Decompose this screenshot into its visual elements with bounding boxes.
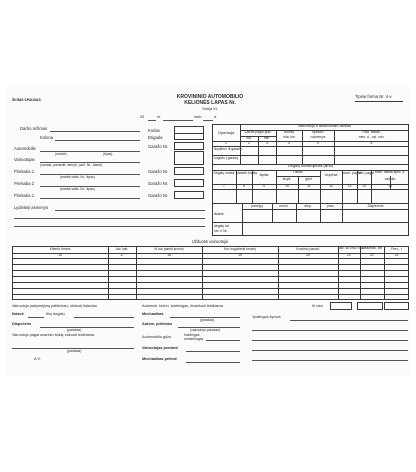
fuel-col-11: 11 xyxy=(307,184,311,188)
fitness-signature-hint: (parašas) xyxy=(67,349,82,353)
vehicle-ok-text: Automob. techn. tvarkingas, išvažiuoti leidžiama xyxy=(142,304,223,308)
date-men-label: mėn. xyxy=(194,115,203,119)
rule xyxy=(252,189,253,203)
trailer2-label: Priekaba 2 xyxy=(14,181,35,186)
date-d-label: d. xyxy=(214,115,218,119)
zero-mileage-header: Nulinis xyxy=(283,130,295,134)
work-table-title: Vairuotojo ir automobilio darbas xyxy=(297,124,352,128)
rule xyxy=(242,209,409,210)
trailer2-hint: (markė,valst. Nr., tipas) xyxy=(60,187,95,191)
cargo-col-num: 20 xyxy=(306,253,310,257)
garage-nr-label-3: Garažo Nr. xyxy=(148,181,169,186)
trailer3-label: Priekaba 1 xyxy=(14,193,35,198)
fuel-col-12: 12 xyxy=(329,184,333,188)
issued-liters-field[interactable] xyxy=(28,317,44,318)
trailer1-hint: (markė,valst. Nr., tipas) xyxy=(60,175,95,179)
vehicle-label: Automobilis xyxy=(14,146,36,151)
special-notes-field-2[interactable] xyxy=(252,330,408,331)
tonnage-header: Perv., t xyxy=(391,247,402,251)
driver-signature-hint: (vairuotojo parašas) xyxy=(190,328,220,332)
garage-nr-box-1[interactable] xyxy=(174,142,204,150)
total-tonnage-box[interactable] xyxy=(384,302,409,310)
remainder-header: Likutis xyxy=(293,170,303,174)
rule xyxy=(12,258,409,259)
client-header: Kliento firmos xyxy=(49,247,71,251)
rule xyxy=(12,270,409,271)
pickup-col-num: 18 xyxy=(167,253,171,257)
norm-header: Norm. pagal xyxy=(342,171,361,175)
garage-nr-box-3[interactable] xyxy=(174,179,204,187)
special-notes-label: Ypatingos žymos xyxy=(252,315,281,319)
work-regime-field[interactable] xyxy=(50,131,140,132)
rule xyxy=(371,189,372,203)
vehicle-returned-field[interactable] xyxy=(206,340,240,341)
special-notes-field-4[interactable] xyxy=(252,350,408,351)
coupon-series-label: ser. ir Nr. xyxy=(214,229,228,233)
trips-col-num: 21 xyxy=(347,253,351,257)
series-label: Serija VL xyxy=(202,107,218,111)
date-month-field[interactable] xyxy=(163,120,193,121)
column-field[interactable] xyxy=(55,140,140,141)
dispensed-header: Išpilta xyxy=(259,173,269,177)
work-regime-label: Darbo režimas xyxy=(20,126,48,131)
garage-nr-box-4[interactable] xyxy=(174,191,204,199)
issued-by-field[interactable] xyxy=(74,317,134,318)
dispatcher-signature-hint: (parašas) xyxy=(67,328,82,332)
garage-nr-label-2: Garažo Nr. xyxy=(148,169,169,174)
fuel-table-title: Degalų suvartojimas (litrai) xyxy=(288,164,333,168)
driver-handed-field[interactable] xyxy=(186,351,240,352)
rule xyxy=(212,222,409,223)
fuel-col-10: 10 xyxy=(285,184,289,188)
fuel-liters-label: litrų degalų xyxy=(46,312,65,316)
cargo-header: Krovinio pavad. xyxy=(296,247,320,251)
vehicle-make-hint: (markė) xyxy=(55,152,67,156)
mechanic-accepted-field[interactable] xyxy=(186,362,240,363)
trips-header: Važ. su krov. skč. xyxy=(338,246,365,250)
arrival-col-num: 17 xyxy=(120,253,124,257)
handed-label: išdavė xyxy=(214,212,224,216)
garage-nr-box-2[interactable] xyxy=(174,167,204,175)
tonnage-col-num: 23 xyxy=(394,253,399,257)
odometer-header: Spidom. xyxy=(311,130,325,134)
driver-box[interactable] xyxy=(174,151,204,165)
vehicle-type-hint: (tipas) xyxy=(103,152,113,156)
mechanic-label: Mechanikas xyxy=(142,312,164,316)
rule xyxy=(12,282,409,283)
row-return-label: sugrįžo į garažą xyxy=(214,156,238,160)
companions-field-3[interactable] xyxy=(14,226,205,227)
rule xyxy=(342,189,343,203)
driver-handed-label: Vairuotojas perdavė xyxy=(142,346,179,350)
special-notes-field-1[interactable] xyxy=(290,320,408,321)
col-num-2: 2 xyxy=(248,141,250,145)
rule xyxy=(236,189,237,203)
brigade-label: Brigada xyxy=(148,135,163,140)
rule xyxy=(212,189,409,190)
vehicle-returned-label: Automobilio grįžo xyxy=(142,335,172,339)
actual-header: Fakt. pagal xyxy=(357,171,374,175)
vehicle-accepted-label: Autom. priėmiau xyxy=(142,322,172,326)
fuel-col-8: 8 xyxy=(243,184,245,188)
dispatcher-signature-field[interactable] xyxy=(40,327,134,328)
driver-label: Vairuotojas xyxy=(14,157,35,162)
dispatcher-header: Dispečeris xyxy=(367,204,384,208)
dispatcher-short-header: disp. xyxy=(304,204,312,208)
companions-label: Lydintieji asmenys xyxy=(14,205,49,210)
client-col-num: 16 xyxy=(58,253,62,257)
rule xyxy=(357,189,358,203)
odometer-reading-header: rodmenys xyxy=(310,135,326,139)
fuel-col-14: 14 xyxy=(362,184,366,188)
fuel-grade-header: Degalų markė xyxy=(213,171,235,175)
column-label: Kolona xyxy=(40,135,54,140)
trailer3-field[interactable] xyxy=(40,198,140,199)
date-m-label: m. xyxy=(157,115,162,119)
form-title-line1: KROVININIO AUTOMOBILIO xyxy=(176,94,244,100)
form-title-line2: KELIONĖS LAPAS Nr. xyxy=(184,100,236,106)
rule xyxy=(242,203,243,236)
date-year-label: 20 xyxy=(140,115,145,119)
special-notes-field-3[interactable] xyxy=(252,340,408,341)
delivery-header: Kur nugabenti krovinį xyxy=(224,247,256,251)
returned-header: Grąžinta xyxy=(324,173,338,177)
condition-bad-option[interactable]: netvarkingas xyxy=(184,337,204,341)
fuel-col-15: 15 xyxy=(388,184,392,188)
total-distance-box[interactable] xyxy=(330,302,352,310)
companions-field-2[interactable] xyxy=(14,218,205,219)
fuel-col-9: 9 xyxy=(263,184,265,188)
publisher-name: ŠIONIS SPAUDAS xyxy=(12,98,41,102)
fuel-col-13: 13 xyxy=(347,184,352,188)
col-num-1: 1 xyxy=(225,141,227,145)
mechanic-signature-hint: (parašas) xyxy=(200,318,215,322)
operation-header: Operacija xyxy=(218,131,235,135)
rule xyxy=(12,276,409,277)
engine-header: variklio xyxy=(384,177,396,181)
companions-field[interactable] xyxy=(55,210,205,211)
col-num-3: 3 xyxy=(266,141,268,145)
total-trips-box[interactable] xyxy=(357,302,383,310)
issued-header: pareigų xyxy=(251,204,263,208)
date-year-field[interactable] xyxy=(148,120,156,121)
row-departure-label: išvykimo iš garažo xyxy=(214,147,242,151)
pickup-header: Iš kur paimti krovinį xyxy=(154,247,184,251)
delivery-col-num: 19 xyxy=(238,253,242,257)
garage-nr-label-4: Garažo Nr. xyxy=(148,193,169,198)
mechanic-header: mech. xyxy=(279,204,289,208)
return-remainder-header: grįžt. xyxy=(305,177,313,181)
rule xyxy=(298,189,299,203)
col-num-4: 4 xyxy=(288,141,290,145)
total-label: Iš viso xyxy=(312,304,323,308)
code-label: Kodas xyxy=(148,128,160,133)
issued-by-label: Išdavė xyxy=(12,312,24,316)
fuel-col-7: 7 xyxy=(223,184,225,188)
condition-ok-option[interactable]: tvarkingas xyxy=(184,333,200,337)
dispatcher-sign-label: Dispečeris xyxy=(12,322,32,326)
form-ref-underline xyxy=(355,101,403,102)
rule xyxy=(320,189,321,203)
assignment-title: Užduotis vairuotojui xyxy=(191,239,229,244)
grade-code-header: Markės kodas xyxy=(236,171,258,175)
rule xyxy=(12,288,409,289)
rule xyxy=(12,264,409,265)
code-brigade-divider xyxy=(174,133,204,134)
actual-time-header: Fakt. laikas, xyxy=(362,130,381,134)
distance-col-num: 22 xyxy=(370,253,374,257)
val-header: val. xyxy=(246,136,252,140)
rule xyxy=(212,155,409,156)
special-equipment-header: Darb. laikas spec. įr. xyxy=(374,170,406,174)
scheduled-time-header: Laikas pagal graf. xyxy=(244,130,272,134)
min-header: min. xyxy=(263,136,271,140)
arrival-header: Atv. laik. xyxy=(115,247,129,251)
driver-hint: (vardas, pavardė, tarnyb. pažl. Nr., klasė) xyxy=(40,163,102,167)
departure-remainder-header: išvyk. xyxy=(282,177,292,181)
stamp-placeholder: A.V. xyxy=(34,357,41,361)
zero-km-header: rida, km xyxy=(282,135,296,139)
date-day-field[interactable] xyxy=(203,120,213,121)
col-num-6: 6 xyxy=(370,141,373,145)
license-checked-text: Vairuotojo pažymėjimą patikrinau, užduotį išdaviau xyxy=(12,304,97,308)
mechanic-accepted-label: Mechanikas priėmė xyxy=(142,357,178,361)
fuel-coupon-label: degalų tal. xyxy=(214,224,230,228)
distance-header: Atstumas, km xyxy=(361,246,383,250)
actual-time-sub-header: mėn. d., val. min. xyxy=(358,135,385,139)
rule xyxy=(276,189,277,203)
place-header: plac. xyxy=(327,204,335,208)
driver-fitness-text: Vairuotojo pagal avariniu būklę vairuoti leidžiama xyxy=(12,333,95,337)
form-reference: Tipinė forma Nr. 4-v xyxy=(355,94,392,99)
garage-nr-label-1: Garažo Nr. xyxy=(148,144,169,149)
special-notes-field-5[interactable] xyxy=(252,360,408,361)
rule xyxy=(12,294,409,295)
trailer1-label: Priekaba 1 xyxy=(14,169,35,174)
col-num-5: 5 xyxy=(317,141,319,145)
